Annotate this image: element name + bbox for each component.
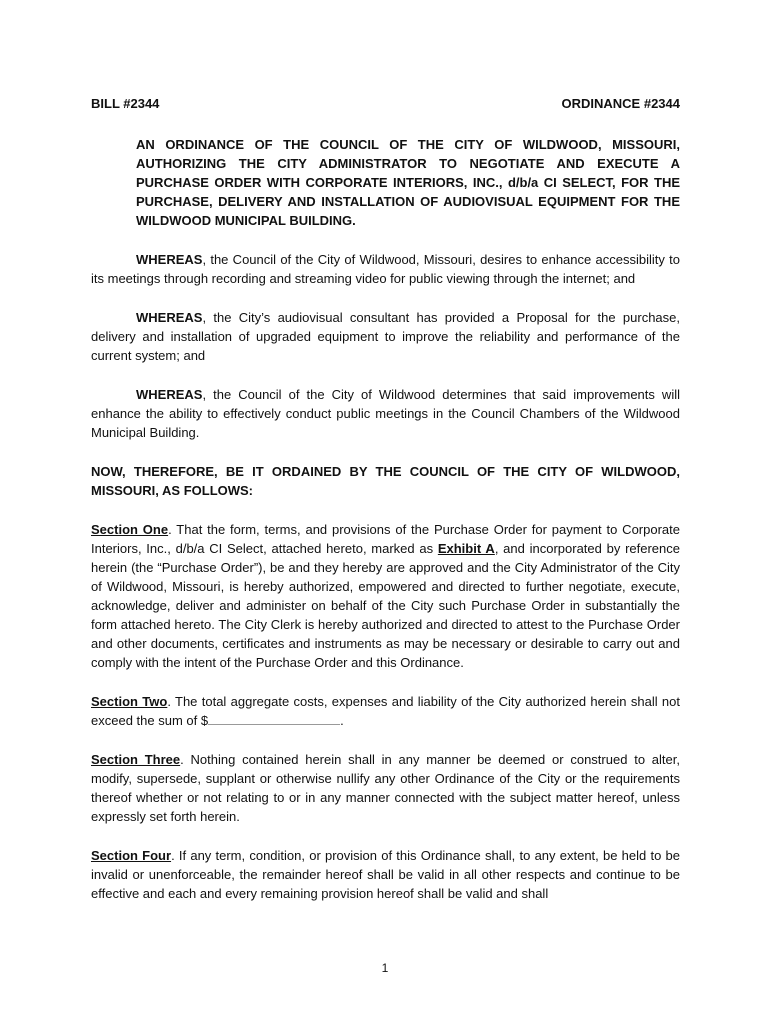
- whereas-paragraph: [91, 308, 680, 365]
- section-four-heading: Section Four: [91, 848, 172, 863]
- section-one-text-b: , and incorporated by reference herein (the “Purchase Order”), be and they hereby are approved and the City Administrator of the City of Wildwood, Missouri, is hereby authorized, empowered and directed to further negotiate, execute, acknowledge, deliver and administer on behalf of the City such Purchase Order in substantially the form attached hereto. The City Clerk is hereby authorized and directed to attest to the Purchase Order and other documents, certificates and instruments as may be necessary or desirable to carry out and comply with the intent of the Purchase Order and this Ordinance.: [91, 541, 680, 670]
- whereas-lead: WHEREAS: [136, 310, 203, 325]
- ordinance-title: AN ORDINANCE OF THE COUNCIL OF THE CITY OF WILDWOOD, MISSOURI, AUTHORIZING THE CITY ADMINISTRATOR TO NEGOTIATE AND EXECUTE A PURCHASE ORDER WITH CORPORATE INTERIORS, INC., d/b/a CI SELECT, FOR THE PURCHASE, DELIVERY AND INSTALLATION OF AUDIOVISUAL EQUIPMENT FOR THE WILDWOOD MUNICIPAL BUILDING.: [136, 137, 680, 228]
- section-one: [91, 520, 680, 672]
- section-four-text: . If any term, condition, or provision of this Ordinance shall, to any extent, be held to be invalid or unenforceable, the remainder hereof shall be valid in all other respects and continue to be effective and each and every remaining provision hereof shall be valid and shall: [91, 848, 681, 901]
- section-one-heading: Section One: [91, 522, 169, 537]
- document-page: [91, 94, 680, 903]
- page-number: 1: [381, 961, 389, 975]
- whereas-text: , the City’s audiovisual consultant has provided a Proposal for the purchase, delivery and installation of upgraded equipment to improve the reliability and performance of the current system; and: [91, 310, 680, 363]
- section-two: [91, 692, 680, 730]
- whereas-lead: WHEREAS: [136, 387, 203, 402]
- section-three: [91, 750, 680, 826]
- document-header: [91, 94, 680, 113]
- section-three-text: . Nothing contained herein shall in any manner be deemed or construed to alter, modify, supersede, supplant or otherwise nullify any other Ordinance of the City or the requirements thereof whether or not relating to or in any manner connected with the subject matter hereof, unless expressly set forth herein.: [91, 752, 680, 824]
- section-four: [91, 846, 680, 903]
- ordaining-clause: NOW, THEREFORE, BE IT ORDAINED BY THE COUNCIL OF THE CITY OF WILDWOOD, MISSOURI, AS FOLLOWS:: [91, 464, 680, 498]
- section-three-heading: Section Three: [91, 752, 181, 767]
- whereas-lead: WHEREAS: [136, 252, 203, 267]
- bill-number: BILL #2344: [91, 96, 160, 111]
- section-two-heading: Section Two: [91, 694, 168, 709]
- section-two-text-b: .: [340, 713, 344, 728]
- section-one-text-a: . That the form, terms, and provisions of the Purchase Order for payment to Corporate Interiors, Inc., d/b/a CI Select, attached hereto, marked as: [91, 522, 680, 556]
- whereas-text: , the Council of the City of Wildwood determines that said improvements will enhance the ability to effectively conduct public meetings in the Council Chambers of the Wildwood Municipal Building.: [91, 387, 680, 440]
- whereas-paragraph: [91, 250, 680, 288]
- whereas-text: , the Council of the City of Wildwood, Missouri, desires to enhance accessibility to its meetings through recording and streaming video for public viewing through the internet; and: [91, 252, 680, 286]
- ordinance-number: ORDINANCE #2344: [561, 96, 680, 111]
- exhibit-a-reference: Exhibit A: [437, 541, 495, 556]
- whereas-paragraph: [91, 385, 680, 442]
- section-two-text-a: . The total aggregate costs, expenses and liability of the City authorized herein shall not exceed the sum of $: [91, 694, 680, 728]
- amount-blank-line: [208, 711, 340, 725]
